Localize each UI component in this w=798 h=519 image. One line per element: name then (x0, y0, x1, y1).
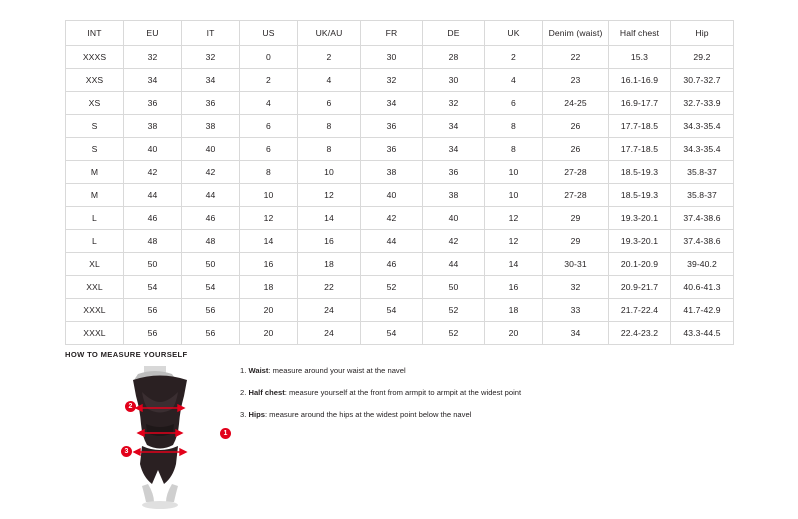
cell: 32 (182, 46, 240, 69)
cell: 52 (361, 276, 423, 299)
column-header-int: INT (66, 21, 124, 46)
cell: 18.5-19.3 (609, 184, 671, 207)
cell: 34 (182, 69, 240, 92)
cell: XXXL (66, 299, 124, 322)
cell: 40 (361, 184, 423, 207)
cell: 36 (124, 92, 182, 115)
cell: XXXL (66, 322, 124, 345)
table-body (66, 46, 734, 345)
cell: 34 (543, 322, 609, 345)
cell: 38 (124, 115, 182, 138)
cell: 44 (182, 184, 240, 207)
cell: 8 (485, 115, 543, 138)
bullet-marker-3: 3 (121, 446, 132, 457)
cell: 34 (423, 115, 485, 138)
cell: 12 (240, 207, 298, 230)
table-row (66, 299, 734, 322)
table-row (66, 276, 734, 299)
cell: S (66, 115, 124, 138)
cell: 36 (361, 115, 423, 138)
cell: 2 (240, 69, 298, 92)
cell: 32 (361, 69, 423, 92)
cell: 32 (543, 276, 609, 299)
cell: 20.9-21.7 (609, 276, 671, 299)
column-header-it: IT (182, 21, 240, 46)
cell: 39-40.2 (671, 253, 734, 276)
cell: 16.9-17.7 (609, 92, 671, 115)
cell: 22 (543, 46, 609, 69)
cell: 26 (543, 138, 609, 161)
cell: 37.4-38.6 (671, 230, 734, 253)
cell: 43.3-44.5 (671, 322, 734, 345)
cell: M (66, 184, 124, 207)
cell: 18 (240, 276, 298, 299)
cell: 12 (298, 184, 361, 207)
note-index: 1. (240, 366, 247, 375)
table-row (66, 46, 734, 69)
cell: 37.4-38.6 (671, 207, 734, 230)
cell: 34.3-35.4 (671, 138, 734, 161)
cell: 20.1-20.9 (609, 253, 671, 276)
cell: 54 (361, 299, 423, 322)
table-row (66, 322, 734, 345)
cell: 41.7-42.9 (671, 299, 734, 322)
measure-note-hips (240, 409, 720, 420)
cell: 30 (423, 69, 485, 92)
cell: 23 (543, 69, 609, 92)
bullet-marker-2: 2 (125, 401, 136, 412)
cell: 10 (485, 161, 543, 184)
cell: 8 (240, 161, 298, 184)
cell: 50 (182, 253, 240, 276)
how-to-measure-section (65, 362, 735, 512)
cell: 50 (423, 276, 485, 299)
size-chart (65, 20, 733, 345)
cell: 36 (361, 138, 423, 161)
note-term: Half chest (248, 388, 285, 397)
cell: 10 (485, 184, 543, 207)
cell: 20 (485, 322, 543, 345)
cell: 48 (124, 230, 182, 253)
cell: 40 (182, 138, 240, 161)
cell: XL (66, 253, 124, 276)
cell: 30 (361, 46, 423, 69)
table-row (66, 92, 734, 115)
cell: 28 (423, 46, 485, 69)
cell: 46 (124, 207, 182, 230)
note-term: Waist (248, 366, 269, 375)
table-row (66, 253, 734, 276)
cell: 6 (240, 115, 298, 138)
cell: 34 (361, 92, 423, 115)
cell: 24 (298, 299, 361, 322)
cell: 10 (240, 184, 298, 207)
cell: 35.8-37 (671, 161, 734, 184)
table-row (66, 161, 734, 184)
cell: S (66, 138, 124, 161)
cell: 8 (298, 138, 361, 161)
column-header-fr: FR (361, 21, 423, 46)
column-header-half-chest: Half chest (609, 21, 671, 46)
cell: 44 (124, 184, 182, 207)
cell: 46 (361, 253, 423, 276)
note-index: 3. (240, 410, 247, 419)
cell: 12 (485, 207, 543, 230)
cell: 22.4-23.2 (609, 322, 671, 345)
cell: 52 (423, 299, 485, 322)
cell: 56 (182, 299, 240, 322)
cell: 20 (240, 322, 298, 345)
cell: 24 (298, 322, 361, 345)
cell: 27-28 (543, 161, 609, 184)
table-row (66, 207, 734, 230)
note-text: : measure around your waist at the navel (268, 366, 406, 375)
cell: 56 (182, 322, 240, 345)
cell: 32 (124, 46, 182, 69)
cell: 30-31 (543, 253, 609, 276)
cell: 30.7-32.7 (671, 69, 734, 92)
cell: 16 (298, 230, 361, 253)
cell: 17.7-18.5 (609, 115, 671, 138)
note-text: : measure yourself at the front from armpit to armpit at the widest point (284, 388, 522, 397)
cell: 40.6-41.3 (671, 276, 734, 299)
cell: 50 (124, 253, 182, 276)
measure-note-waist (240, 365, 720, 376)
cell: 19.3-20.1 (609, 230, 671, 253)
column-header-uk: UK (485, 21, 543, 46)
cell: 32 (423, 92, 485, 115)
cell: 4 (240, 92, 298, 115)
cell: XS (66, 92, 124, 115)
column-header-us: US (240, 21, 298, 46)
cell: 22 (298, 276, 361, 299)
cell: 6 (298, 92, 361, 115)
column-header-uk-au: UK/AU (298, 21, 361, 46)
cell: 8 (298, 115, 361, 138)
mannequin-illustration (100, 362, 228, 510)
cell: 46 (182, 207, 240, 230)
cell: 6 (240, 138, 298, 161)
cell: 18.5-19.3 (609, 161, 671, 184)
cell: 18 (485, 299, 543, 322)
cell: 44 (361, 230, 423, 253)
note-text: : measure around the hips at the widest point below the navel (264, 410, 472, 419)
cell: 16 (240, 253, 298, 276)
cell: 2 (298, 46, 361, 69)
cell: 14 (240, 230, 298, 253)
column-header-eu: EU (124, 21, 182, 46)
cell: 10 (298, 161, 361, 184)
cell: 21.7-22.4 (609, 299, 671, 322)
cell: 34 (124, 69, 182, 92)
cell: 32.7-33.9 (671, 92, 734, 115)
column-header-denim-waist: Denim (waist) (543, 21, 609, 46)
cell: 35.8-37 (671, 184, 734, 207)
cell: XXL (66, 276, 124, 299)
table-row (66, 138, 734, 161)
cell: M (66, 161, 124, 184)
cell: 29 (543, 230, 609, 253)
cell: 20 (240, 299, 298, 322)
cell: 8 (485, 138, 543, 161)
cell: 54 (361, 322, 423, 345)
cell: XXS (66, 69, 124, 92)
cell: 40 (124, 138, 182, 161)
cell: 38 (423, 184, 485, 207)
size-chart-table (65, 20, 734, 345)
cell: 27-28 (543, 184, 609, 207)
cell: 44 (423, 253, 485, 276)
cell: 54 (124, 276, 182, 299)
cell: 42 (423, 230, 485, 253)
column-header-hip: Hip (671, 21, 734, 46)
cell: 38 (182, 115, 240, 138)
measure-notes (240, 365, 720, 431)
cell: 40 (423, 207, 485, 230)
table-header-row (66, 21, 734, 46)
cell: 52 (423, 322, 485, 345)
cell: 2 (485, 46, 543, 69)
table-row (66, 230, 734, 253)
cell: 48 (182, 230, 240, 253)
note-term: Hips (248, 410, 265, 419)
measure-note-half-chest (240, 387, 720, 398)
column-header-de: DE (423, 21, 485, 46)
cell: 16 (485, 276, 543, 299)
cell: XXXS (66, 46, 124, 69)
cell: 34 (423, 138, 485, 161)
how-to-measure-title: HOW TO MEASURE YOURSELF (65, 350, 188, 359)
table-row (66, 184, 734, 207)
cell: L (66, 207, 124, 230)
cell: 14 (298, 207, 361, 230)
cell: 33 (543, 299, 609, 322)
cell: 6 (485, 92, 543, 115)
cell: 54 (182, 276, 240, 299)
cell: 34.3-35.4 (671, 115, 734, 138)
cell: 17.7-18.5 (609, 138, 671, 161)
cell: 38 (361, 161, 423, 184)
note-index: 2. (240, 388, 247, 397)
cell: 56 (124, 299, 182, 322)
cell: 19.3-20.1 (609, 207, 671, 230)
cell: 42 (182, 161, 240, 184)
cell: 42 (124, 161, 182, 184)
cell: 4 (298, 69, 361, 92)
cell: 26 (543, 115, 609, 138)
cell: 14 (485, 253, 543, 276)
cell: 16.1-16.9 (609, 69, 671, 92)
cell: L (66, 230, 124, 253)
cell: 4 (485, 69, 543, 92)
cell: 36 (423, 161, 485, 184)
cell: 0 (240, 46, 298, 69)
cell: 12 (485, 230, 543, 253)
bullet-marker-1: 1 (220, 428, 231, 439)
cell: 56 (124, 322, 182, 345)
table-row (66, 115, 734, 138)
cell: 18 (298, 253, 361, 276)
cell: 15.3 (609, 46, 671, 69)
cell: 24-25 (543, 92, 609, 115)
cell: 29.2 (671, 46, 734, 69)
table-row (66, 69, 734, 92)
cell: 36 (182, 92, 240, 115)
cell: 29 (543, 207, 609, 230)
cell: 42 (361, 207, 423, 230)
